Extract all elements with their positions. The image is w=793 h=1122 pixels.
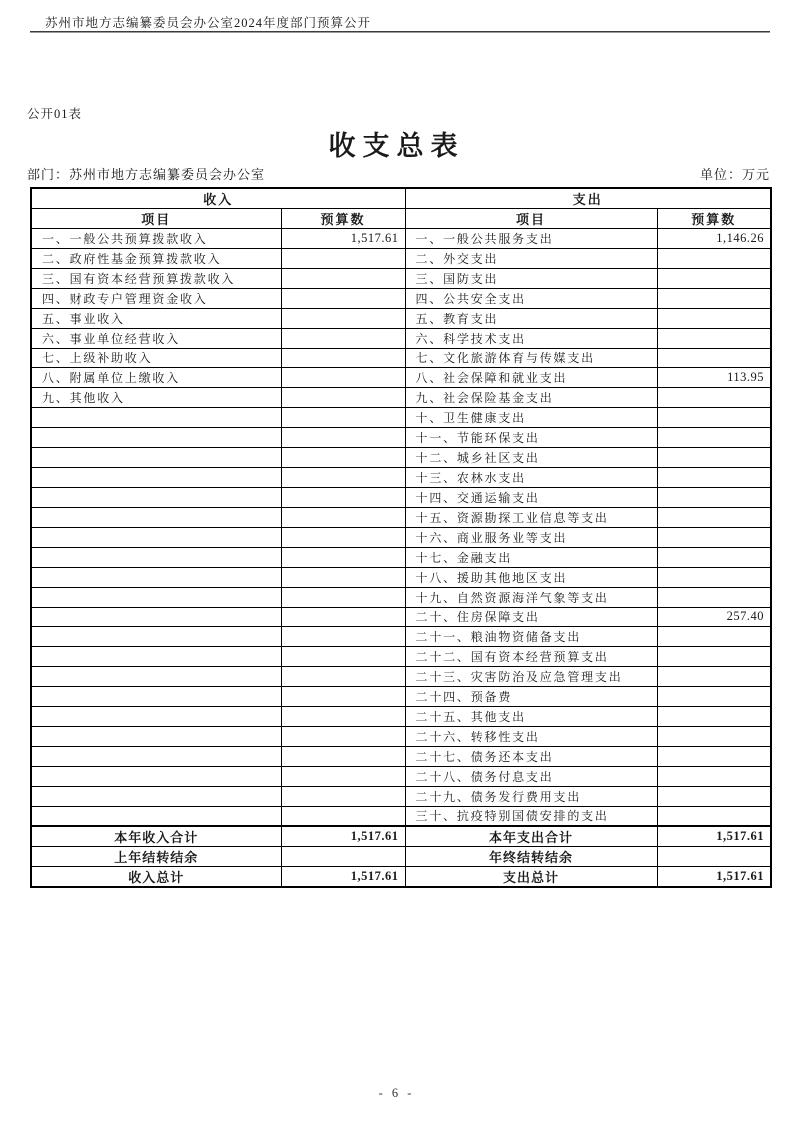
table-row — [31, 448, 771, 468]
income-budget-cell — [281, 746, 405, 766]
income-item-cell — [31, 487, 281, 507]
table-row — [31, 727, 771, 747]
income-item-cell — [31, 727, 281, 747]
expense-item-cell: 二十、住房保障支出 — [405, 607, 657, 627]
expense-budget-cell — [657, 248, 771, 268]
expense-budget-cell — [657, 428, 771, 448]
expense-budget-cell — [657, 527, 771, 547]
expense-section-header: 支出 — [405, 188, 771, 209]
income-budget-cell: 1,517.61 — [281, 867, 405, 888]
income-item-cell — [31, 547, 281, 567]
expense-budget-cell — [657, 348, 771, 368]
expense-budget-cell — [657, 707, 771, 727]
income-item-cell: 二、政府性基金预算拨款收入 — [31, 248, 281, 268]
table-row — [31, 428, 771, 448]
income-budget-cell — [281, 408, 405, 428]
total-row — [31, 826, 771, 847]
expense-item-cell: 十五、资源勘探工业信息等支出 — [405, 507, 657, 527]
income-budget-cell — [281, 667, 405, 687]
income-budget-column-header: 预算数 — [281, 209, 405, 229]
table-row — [31, 368, 771, 388]
expense-item-cell: 二十五、其他支出 — [405, 707, 657, 727]
income-budget-cell — [281, 627, 405, 647]
income-item-cell — [31, 786, 281, 806]
expense-item-cell: 十二、城乡社区支出 — [405, 448, 657, 468]
expense-budget-cell: 1,517.61 — [657, 867, 771, 888]
income-item-cell: 五、事业收入 — [31, 308, 281, 328]
expense-budget-cell — [657, 567, 771, 587]
expense-item-cell: 九、社会保险基金支出 — [405, 388, 657, 408]
table-row — [31, 707, 771, 727]
table-row — [31, 308, 771, 328]
table-row — [31, 567, 771, 587]
income-item-cell — [31, 527, 281, 547]
income-budget-cell — [281, 428, 405, 448]
expense-item-cell: 支出总计 — [405, 867, 657, 888]
income-item-cell: 七、上级补助收入 — [31, 348, 281, 368]
income-budget-cell: 1,517.61 — [281, 229, 405, 249]
income-item-cell — [31, 806, 281, 826]
income-item-cell: 本年收入合计 — [31, 826, 281, 847]
income-budget-cell — [281, 448, 405, 468]
expense-budget-column-header: 预算数 — [657, 209, 771, 229]
income-item-cell — [31, 707, 281, 727]
expense-budget-cell — [657, 727, 771, 747]
table-label: 公开01表 — [27, 107, 83, 121]
income-item-cell — [31, 766, 281, 786]
expense-item-cell: 二十三、灾害防治及应急管理支出 — [405, 667, 657, 687]
income-item-cell: 一、一般公共预算拨款收入 — [31, 229, 281, 249]
income-budget-cell — [281, 847, 405, 867]
expense-budget-cell — [657, 507, 771, 527]
expense-budget-cell — [657, 328, 771, 348]
expense-item-cell: 二十二、国有资本经营预算支出 — [405, 647, 657, 667]
income-item-cell — [31, 448, 281, 468]
table-row — [31, 229, 771, 249]
expense-budget-cell — [657, 288, 771, 308]
income-budget-cell — [281, 786, 405, 806]
income-budget-cell — [281, 727, 405, 747]
meta-row — [27, 164, 770, 183]
income-budget-cell — [281, 288, 405, 308]
expense-item-cell: 二十八、债务付息支出 — [405, 766, 657, 786]
expense-item-cell: 七、文化旅游体育与传媒支出 — [405, 348, 657, 368]
expense-budget-cell — [657, 487, 771, 507]
expense-budget-cell — [657, 547, 771, 567]
income-budget-cell — [281, 607, 405, 627]
income-budget-cell — [281, 527, 405, 547]
income-item-cell — [31, 647, 281, 667]
income-budget-cell — [281, 348, 405, 368]
table-row — [31, 806, 771, 826]
table-row — [31, 607, 771, 627]
income-item-cell: 上年结转结余 — [31, 847, 281, 867]
expense-budget-cell: 257.40 — [657, 607, 771, 627]
income-section-header: 收入 — [31, 188, 405, 209]
income-item-cell: 六、事业单位经营收入 — [31, 328, 281, 348]
income-budget-cell — [281, 248, 405, 268]
expense-item-cell: 二十四、预备费 — [405, 687, 657, 707]
income-item-cell — [31, 408, 281, 428]
income-budget-cell — [281, 567, 405, 587]
income-budget-cell — [281, 687, 405, 707]
total-row — [31, 847, 771, 867]
page-title: 收支总表 — [328, 131, 465, 161]
expense-item-cell: 十九、自然资源海洋气象等支出 — [405, 587, 657, 607]
income-item-cell — [31, 667, 281, 687]
expense-budget-cell: 113.95 — [657, 368, 771, 388]
income-item-cell — [31, 468, 281, 488]
expense-budget-cell — [657, 388, 771, 408]
table-row — [31, 667, 771, 687]
expense-budget-cell — [657, 746, 771, 766]
column-header-row — [31, 209, 771, 229]
table-row — [31, 627, 771, 647]
income-budget-cell — [281, 468, 405, 488]
expense-item-cell: 二十七、债务还本支出 — [405, 746, 657, 766]
expense-item-cell: 十八、援助其他地区支出 — [405, 567, 657, 587]
expense-item-cell: 十三、农林水支出 — [405, 468, 657, 488]
income-budget-cell — [281, 806, 405, 826]
expense-item-cell: 十四、交通运输支出 — [405, 487, 657, 507]
expense-budget-cell — [657, 408, 771, 428]
income-item-cell — [31, 587, 281, 607]
expense-budget-cell — [657, 806, 771, 826]
income-budget-cell — [281, 547, 405, 567]
income-budget-cell — [281, 707, 405, 727]
income-budget-cell — [281, 368, 405, 388]
table-row — [31, 587, 771, 607]
expense-budget-cell — [657, 786, 771, 806]
unit-label: 单位：万元 — [699, 167, 770, 182]
income-budget-cell — [281, 308, 405, 328]
table-row — [31, 527, 771, 547]
income-budget-cell — [281, 487, 405, 507]
income-budget-cell — [281, 328, 405, 348]
income-item-cell — [31, 507, 281, 527]
income-item-cell: 收入总计 — [31, 867, 281, 888]
expense-item-cell: 二十一、粮油物资储备支出 — [405, 627, 657, 647]
expense-budget-cell — [657, 268, 771, 288]
expense-item-cell: 二十六、转移性支出 — [405, 727, 657, 747]
expense-budget-cell — [657, 627, 771, 647]
table-row — [31, 687, 771, 707]
expense-budget-cell — [657, 766, 771, 786]
expense-item-cell: 五、教育支出 — [405, 308, 657, 328]
header-rule — [30, 31, 770, 33]
table-row — [31, 408, 771, 428]
expense-budget-cell: 1,517.61 — [657, 826, 771, 847]
expense-item-cell: 三十、抗疫特别国债安排的支出 — [405, 806, 657, 826]
expense-budget-cell — [657, 468, 771, 488]
document-header-title: 苏州市地方志编纂委员会办公室2024年度部门预算公开 — [45, 16, 372, 30]
expense-item-cell: 一、一般公共服务支出 — [405, 229, 657, 249]
expense-budget-cell — [657, 667, 771, 687]
expense-budget-cell — [657, 587, 771, 607]
table-row — [31, 786, 771, 806]
income-item-cell — [31, 607, 281, 627]
table-row — [31, 487, 771, 507]
table-row — [31, 268, 771, 288]
table-row — [31, 348, 771, 368]
expense-budget-cell — [657, 847, 771, 867]
department-label: 部门：苏州市地方志编纂委员会办公室 — [27, 167, 266, 182]
table-row — [31, 288, 771, 308]
table-row — [31, 547, 771, 567]
budget-summary-table — [30, 187, 772, 888]
expense-item-cell: 年终结转结余 — [405, 847, 657, 867]
total-row — [31, 867, 771, 888]
income-budget-cell — [281, 587, 405, 607]
expense-budget-cell — [657, 448, 771, 468]
income-budget-cell — [281, 268, 405, 288]
expense-item-cell: 八、社会保障和就业支出 — [405, 368, 657, 388]
income-item-column-header: 项目 — [31, 209, 281, 229]
expense-budget-cell: 1,146.26 — [657, 229, 771, 249]
income-budget-cell — [281, 388, 405, 408]
table-row — [31, 388, 771, 408]
page-number: - 6 - — [378, 1086, 415, 1100]
table-row — [31, 468, 771, 488]
expense-item-cell: 四、公共安全支出 — [405, 288, 657, 308]
income-budget-cell — [281, 766, 405, 786]
income-item-cell — [31, 567, 281, 587]
table-row — [31, 248, 771, 268]
income-budget-cell — [281, 647, 405, 667]
table-row — [31, 647, 771, 667]
expense-item-cell: 本年支出合计 — [405, 826, 657, 847]
income-item-cell: 三、国有资本经营预算拨款收入 — [31, 268, 281, 288]
table-row — [31, 507, 771, 527]
expense-item-cell: 十一、节能环保支出 — [405, 428, 657, 448]
section-header-row — [31, 188, 771, 209]
table-row — [31, 328, 771, 348]
table-row — [31, 746, 771, 766]
income-item-cell: 九、其他收入 — [31, 388, 281, 408]
expense-item-cell: 二、外交支出 — [405, 248, 657, 268]
expense-item-cell: 十、卫生健康支出 — [405, 408, 657, 428]
expense-budget-cell — [657, 687, 771, 707]
income-item-cell: 四、财政专户管理资金收入 — [31, 288, 281, 308]
income-item-cell — [31, 746, 281, 766]
expense-item-cell: 六、科学技术支出 — [405, 328, 657, 348]
expense-item-cell: 十七、金融支出 — [405, 547, 657, 567]
expense-budget-cell — [657, 647, 771, 667]
income-budget-cell — [281, 507, 405, 527]
income-item-cell — [31, 627, 281, 647]
expense-item-cell: 三、国防支出 — [405, 268, 657, 288]
expense-item-cell: 十六、商业服务业等支出 — [405, 527, 657, 547]
table-row — [31, 766, 771, 786]
expense-item-column-header: 项目 — [405, 209, 657, 229]
income-item-cell — [31, 428, 281, 448]
income-item-cell: 八、附属单位上缴收入 — [31, 368, 281, 388]
expense-budget-cell — [657, 308, 771, 328]
expense-item-cell: 二十九、债务发行费用支出 — [405, 786, 657, 806]
income-item-cell — [31, 687, 281, 707]
income-budget-cell: 1,517.61 — [281, 826, 405, 847]
